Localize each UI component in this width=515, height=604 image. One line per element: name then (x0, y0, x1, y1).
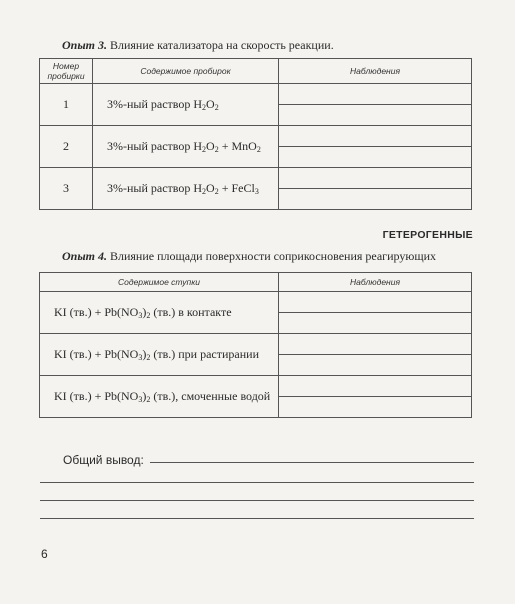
tube-content: 3%-ный раствор $H_2O_2 + MnO_2$ (93, 126, 279, 168)
tube-content: 3%-ный раствор $H_2O_2$ (93, 84, 279, 126)
summary-label: Общий вывод: (63, 453, 144, 467)
table-row (40, 334, 472, 376)
experiment4-title: Влияние площади поверхности соприкосновения реагирующих (110, 249, 436, 263)
tube-number: 1 (40, 84, 93, 126)
col-content-header: Содержимое ступки (40, 273, 279, 292)
col-observations-header: Наблюдения (279, 273, 472, 292)
summary-writing-line[interactable] (150, 462, 474, 463)
page-number: 6 (41, 547, 48, 561)
writing-line (279, 188, 471, 189)
summary-writing-line[interactable] (40, 518, 474, 519)
table-header-row (40, 273, 472, 292)
experiment3-title: Влияние катализатора на скорость реакции. (110, 38, 334, 52)
observation-cell[interactable] (279, 376, 472, 418)
summary-writing-line[interactable] (40, 482, 474, 483)
table-header-row (40, 59, 472, 84)
writing-line (279, 312, 471, 313)
summary-writing-line[interactable] (40, 500, 474, 501)
table-row (40, 168, 472, 210)
experiment4-heading (62, 249, 436, 264)
writing-line (279, 146, 471, 147)
mortar-content: KI $(тв.) + Pb(NO_3)_2$ (тв.), смоченные водой (40, 376, 279, 418)
experiment3-table (39, 58, 472, 210)
table-row (40, 84, 472, 126)
observation-cell[interactable] (279, 292, 472, 334)
table-row (40, 292, 472, 334)
experiment3-heading (62, 38, 334, 53)
mortar-content: KI $(тв.) + Pb(NO_3)_2$ (тв.) в контакте (40, 292, 279, 334)
table-row (40, 376, 472, 418)
writing-line (279, 396, 471, 397)
col-tube-header: Номер пробирки (40, 59, 93, 84)
writing-line (279, 354, 471, 355)
col-content-header: Содержимое пробирок (93, 59, 279, 84)
col-observations-header: Наблюдения (279, 59, 472, 84)
mortar-content: KI $(тв.) + Pb(NO_3)_2$ (тв.) при растирании (40, 334, 279, 376)
tube-number: 3 (40, 168, 93, 210)
tube-number: 2 (40, 126, 93, 168)
observation-cell[interactable] (279, 84, 472, 126)
observation-cell[interactable] (279, 334, 472, 376)
section-heading: ГЕТЕРОГЕННЫЕ (382, 229, 473, 241)
tube-content: 3%-ный раствор $H_2O_2$ + FeCl$_3$ (93, 168, 279, 210)
experiment4-label: Опыт 4. (62, 249, 107, 263)
observation-cell[interactable] (279, 168, 472, 210)
experiment3-label: Опыт 3. (62, 38, 107, 52)
table-row (40, 126, 472, 168)
experiment4-table (39, 272, 472, 418)
observation-cell[interactable] (279, 126, 472, 168)
writing-line (279, 104, 471, 105)
